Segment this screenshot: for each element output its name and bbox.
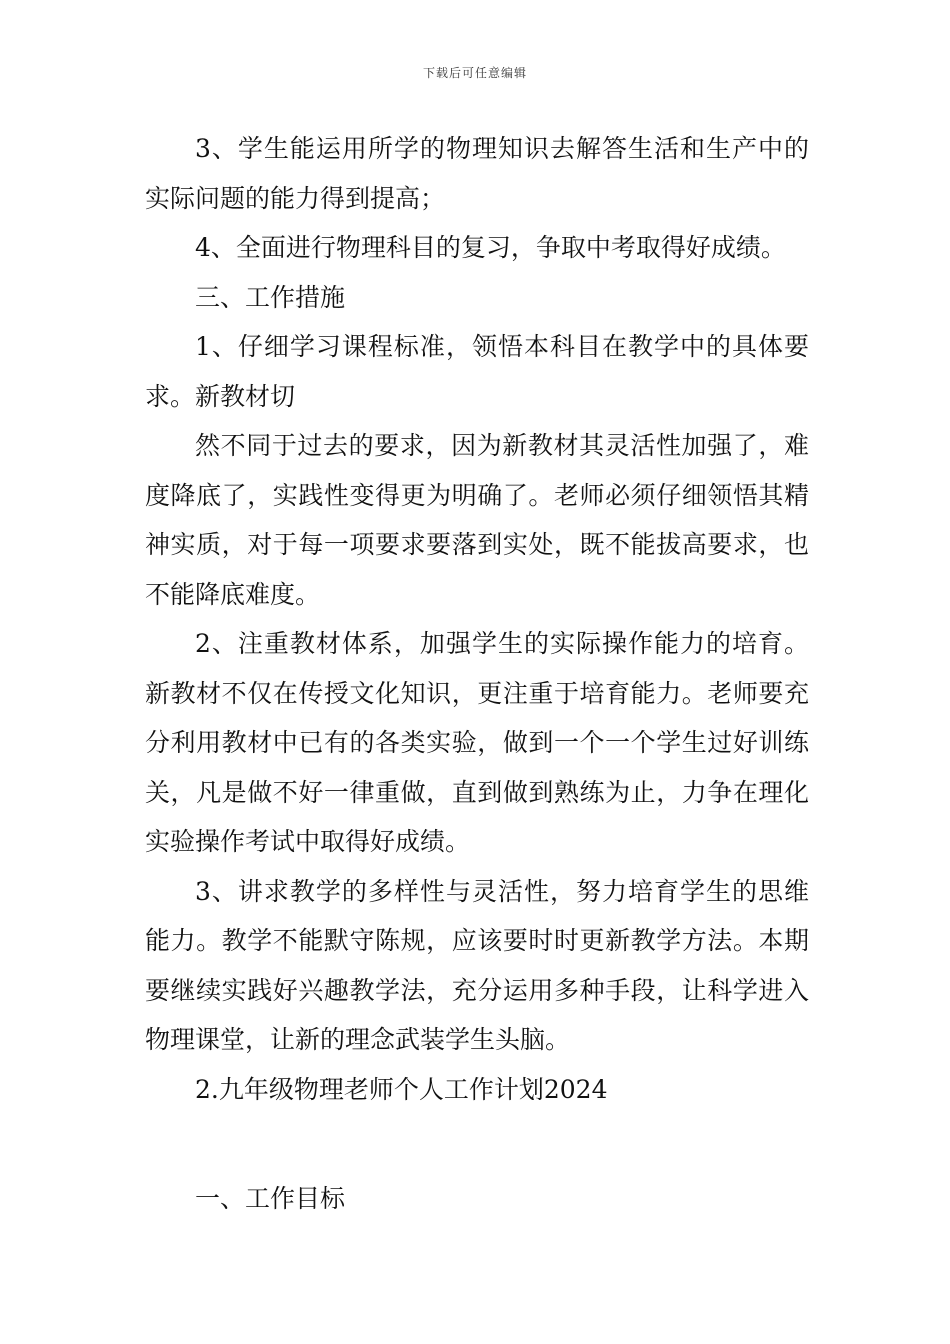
paragraph: 3、讲求教学的多样性与灵活性，努力培育学生的思维能力。教学不能默守陈规，应该要时时更新教学方法。本期要继续实践好兴趣教学法，充分运用多种手段，让科学进入物理课堂，让新的理念武装学生头脑。 bbox=[145, 876, 809, 1054]
document-title: 2.九年级物理老师个人工作计划2024 bbox=[195, 1074, 608, 1104]
header-note: 下载后可任意编辑 bbox=[422, 66, 527, 80]
paragraph: 3、学生能运用所学的物理知识去解答生活和生产中的实际问题的能力得到提高； bbox=[145, 134, 809, 213]
document-body bbox=[145, 124, 809, 1224]
spacer bbox=[145, 1114, 809, 1174]
paragraph: 2、注重教材体系，加强学生的实际操作能力的培育。新教材不仅在传授文化知识，更注重于培育能力。老师要充分利用教材中已有的各类实验，做到一个一个学生过好训练关，凡是做不好一律重做，直到做到熟练为止，力争在理化实验操作考试中取得好成绩。 bbox=[145, 629, 809, 856]
section-heading: 一、工作目标 bbox=[195, 1184, 346, 1213]
paragraph: 然不同于过去的要求，因为新教材其灵活性加强了，难度降底了，实践性变得更为明确了。老师必须仔细领悟其精神实质，对于每一项要求要落到实处，既不能拔高要求，也不能降底难度。 bbox=[145, 431, 809, 609]
paragraph: 1、仔细学习课程标准，领悟本科目在教学中的具体要求。新教材切 bbox=[145, 332, 809, 411]
section-heading: 三、工作措施 bbox=[195, 282, 346, 312]
paragraph: 4、全面进行物理科目的复习，争取中考取得好成绩。 bbox=[195, 233, 786, 262]
